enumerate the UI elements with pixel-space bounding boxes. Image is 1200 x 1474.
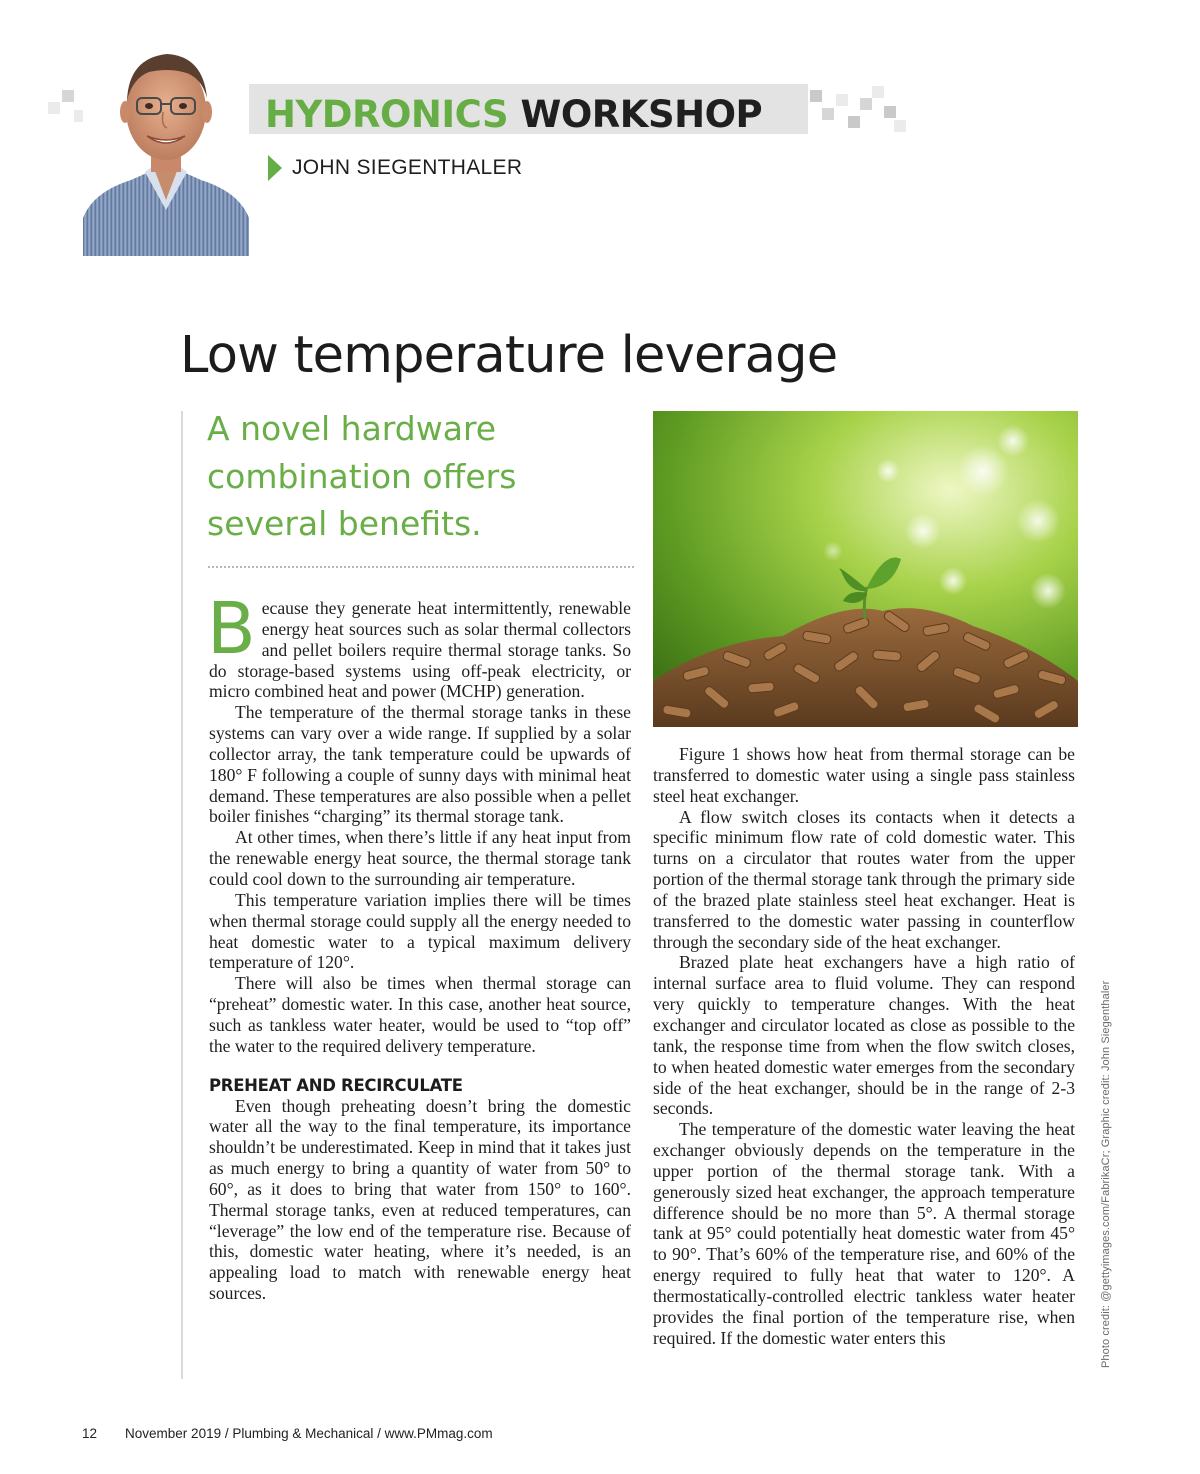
section-subhead: PREHEAT AND RECIRCULATE [209, 1075, 463, 1095]
drop-cap: B [207, 587, 256, 670]
issue-info: November 2019 / Plumbing & Mechanical / www.PMmag.com [125, 1426, 493, 1441]
deck-line: several benefits. [207, 504, 482, 543]
body-paragraph: A flow switch closes its contacts when it detects a specific minimum flow rate of cold domestic water. This turns on a circulator that routes water from the upper portion of the thermal storage tank through the primary side of the brazed plate stainless steel heat exchanger. Heat is transferred to the domestic water passing in counterflow through the secondary side of the heat exchanger. [653, 806, 1075, 952]
pellets-sprout-photo [653, 411, 1078, 727]
byline [268, 155, 522, 181]
page-footer [82, 1426, 493, 1441]
article-deck [207, 405, 617, 548]
body-column-right [653, 744, 1075, 1348]
body-paragraph: The temperature of the domestic water leaving the heat exchanger obviously depends on the temperature in the upper portion of the thermal storage tank. With a generously sized heat exchanger, the approach temperature difference should be no more than 5°. A thermal storage tank at 95° could potentially heat domestic water from 45° to 90°. That’s 60% of the temperature rise, and 60% of the energy required to fully heat that water to 120°. A thermostatically-controlled electric tankless water heater provides the final portion of the temperature rise, when required. If the domestic water enters this [653, 1119, 1075, 1348]
body-paragraph: Even though preheating doesn’t bring the domestic water all the way to the final temperature, its importance shouldn’t be underestimated. Keep in mind that it takes just as much energy to bring a quantity of water from 50° to 60°, as it does to bring that water from 150° to 160°. Thermal storage tanks, even at reduced temperatures, can “leverage” the low end of the temperature rise. Because of this, domestic water heating, where it’s needed, is an appealing load to match with renewable energy heat sources. [209, 1095, 631, 1304]
body-paragraph: At other times, when there’s little if any heat input from the renewable energy heat source, the thermal storage tank could cool down to the surrounding air temperature. [209, 827, 631, 889]
body-paragraph: The temperature of the thermal storage tanks in these systems can vary over a wide range. If supplied by a solar collector array, the tank temperature could be upwards of 180° F following a couple of sunny days with minimal heat demand. These temperatures are also possible when a pellet boiler finishes “charging” its thermal storage tank. [209, 702, 631, 827]
column-rule [181, 411, 183, 1379]
dotted-divider [208, 566, 634, 568]
photo-credit: Photo credit: @gettyimages.com/FabrikaCr; Graphic credit: John Siegenthaler [1100, 980, 1112, 1368]
section-title-green: HYDRONICS [265, 93, 509, 136]
article-title: Low temperature leverage [180, 326, 838, 385]
author-name: JOHN SIEGENTHALER [292, 156, 523, 179]
body-paragraph: Figure 1 shows how heat from thermal storage can be transferred to domestic water using a single pass stainless steel heat exchanger. [653, 744, 1075, 806]
section-title-dark: WORKSHOP [520, 93, 763, 136]
body-paragraph: ecause they generate heat intermittently, renewable energy heat sources such as solar thermal collectors and pellet boilers require thermal storage tanks. So do storage-based systems using off-peak electricity, or micro combined heat and power (MCHP) generation. [209, 598, 631, 702]
body-paragraph: Brazed plate heat exchangers have a high ratio of internal surface area to fluid volume. They can respond very quickly to temperature changes. With the heat exchanger and circulator located as close as possible to the tank, the response time from when the flow switch closes, to when heated domestic water emerges from the secondary side of the heat exchanger, should be in the range of 2-3 seconds. [653, 952, 1075, 1119]
body-paragraph: This temperature variation implies there will be times when thermal storage could supply all the energy needed to heat domestic water to a typical maximum delivery temperature of 120°. [209, 889, 631, 973]
triangle-arrow-icon [268, 155, 282, 181]
section-title [265, 94, 762, 136]
deck-line: combination offers [207, 456, 517, 496]
body-column-left [207, 587, 631, 1304]
author-photo [83, 40, 249, 256]
page-number: 12 [82, 1426, 98, 1441]
deck-line: A novel hardware [207, 409, 497, 448]
body-paragraph: There will also be times when thermal storage can “preheat” domestic water. In this case, another heat source, such as tankless water heater, would be used to “top off” the water to the required delivery temperature. [209, 973, 631, 1056]
